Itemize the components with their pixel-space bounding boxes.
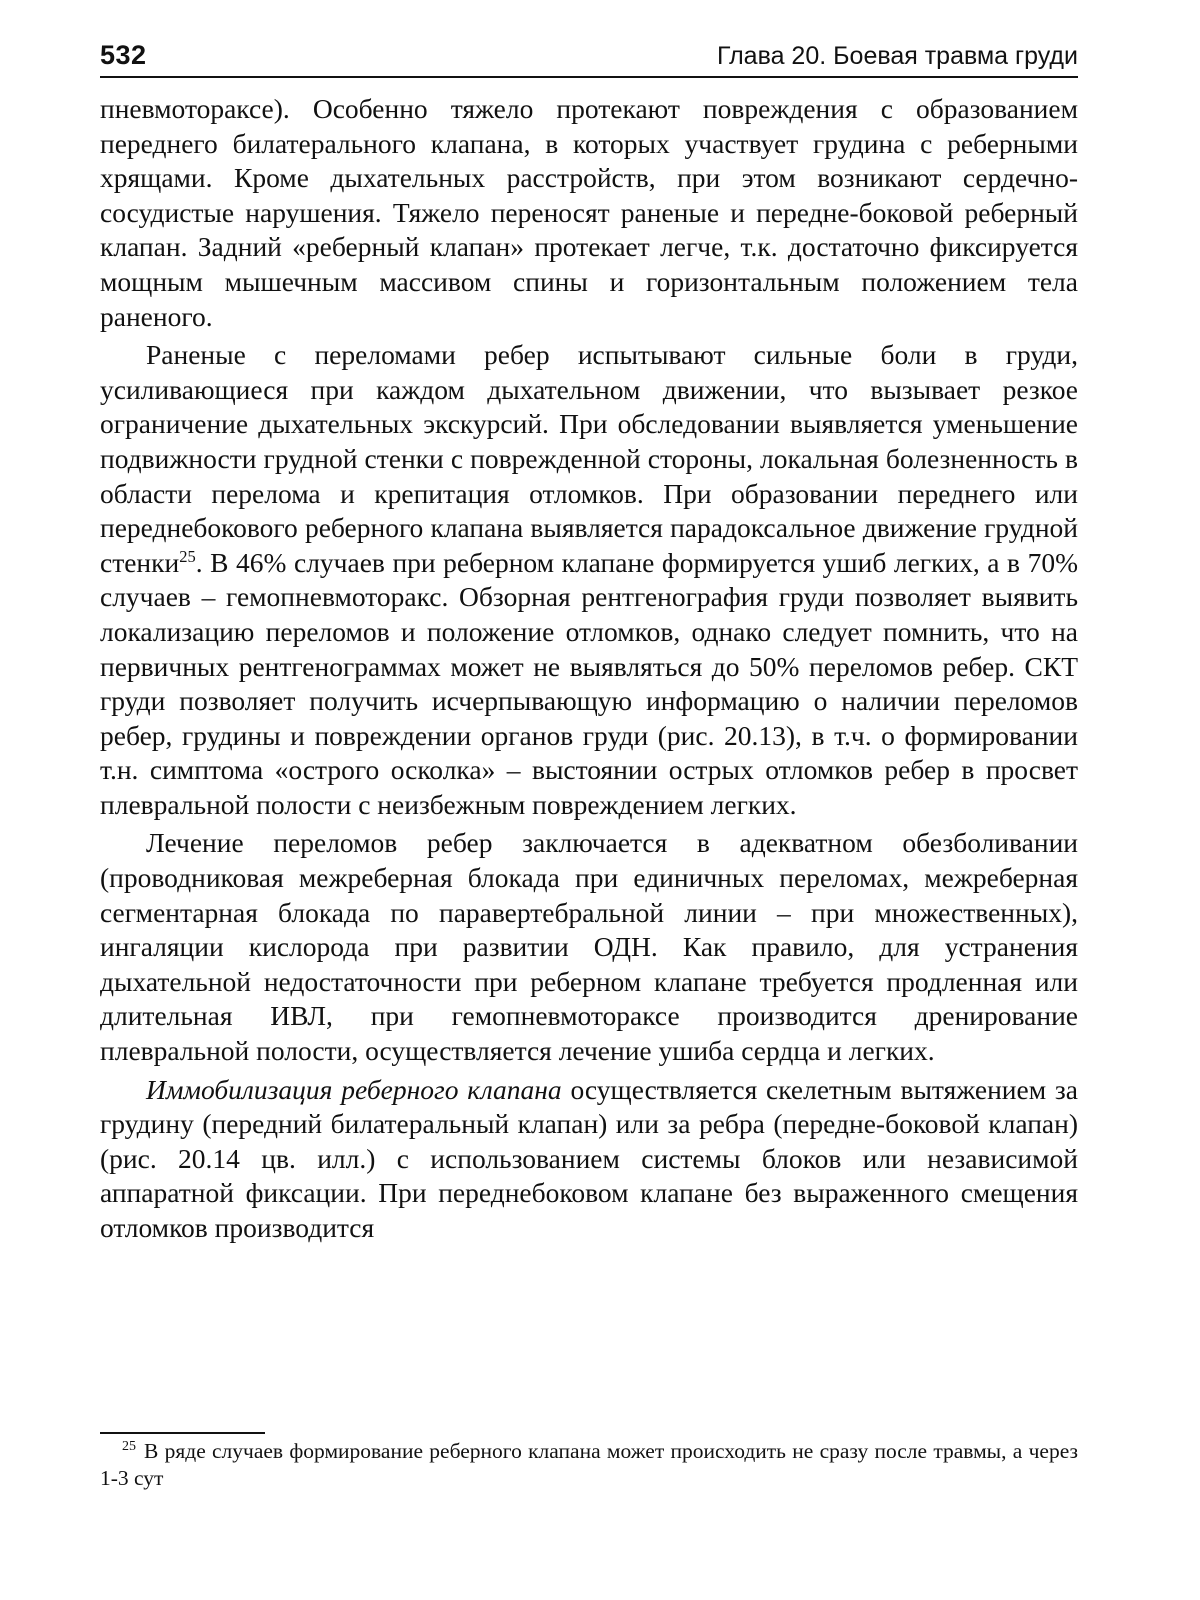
book-page bbox=[100, 0, 1078, 1600]
footnote: 25 В ряде случаев формирование реберного клапана может происходить не сразу после травмы, а через 1-3 сут bbox=[100, 1438, 1078, 1490]
running-header bbox=[100, 40, 1078, 78]
chapter-title: Глава 20. Боевая травма груди bbox=[716, 42, 1078, 70]
paragraph-3: Лечение переломов ребер заключается в адекватном обезболивании (проводниковая межреберная блокада при единичных переломах, межреберная сегментарная блокада по паравертебральной линии – при множественных), ингаляции кислорода при развитии ОДН. Как правило, для устранения дыхательной недостаточности при реберном клапане требуется продленная или длительная ИВЛ, при гемопневмотораксе производится дренирование плевральной полости, осуществляется лечение ушиба сердца и легких. bbox=[100, 827, 1078, 1067]
paragraph-4-term: Иммобилизация реберного клапана bbox=[146, 1073, 562, 1105]
paragraph-2 bbox=[100, 338, 1078, 822]
paragraph-4-text: осуществляется скелетным вытяжением за грудину (передний билатеральный клапан) или за ребра (передне-боковой клапан) (рис. 20.14 цв. илл.) с использованием системы блоков или независимой аппаратной фиксации. При переднебоковом клапане без выраженного смещения отломков производится bbox=[100, 1073, 1078, 1243]
footnote-reference: 25 bbox=[179, 546, 196, 566]
footnote-text: В ряде случаев формирование реберного клапана может происходить не сразу после травмы, а через 1-3 сут bbox=[100, 1439, 1078, 1490]
paragraph-2-text-a: Раненые с переломами ребер испытывают сильные боли в груди, усиливающиеся при каждом дыхательном движении, что вызывает резкое ограничение дыхательных экскурсий. При обследовании выявляется уменьшение подвижности грудной стенки с поврежденной стороны, локальная болезненность в области перелома и крепитация отломков. При образовании переднего или переднебокового реберного клапана выявляется парадоксальное движение грудной стенки bbox=[100, 339, 1078, 578]
paragraph-4 bbox=[100, 1073, 1078, 1246]
body-text bbox=[100, 92, 1078, 1250]
page-number: 532 bbox=[100, 40, 147, 70]
paragraph-2-text-b: . В 46% случаев при реберном клапане формируется ушиб легких, а в 70% случаев – гемопневмоторакс. Обзорная рентгенография груди позволяет выявить локализацию переломов и положение отломков, однако следует помнить, что на первичных рентгенограммах может не выявляться до 50% переломов ребер. СКТ груди позволяет получить исчерпывающую информацию о наличии переломов ребер, грудины и повреждении органов груди (рис. 20.13), в т.ч. о формировании т.н. симптома «острого осколка» – выстоянии острых отломков ребер в просвет плевральной полости с неизбежным повреждением легких. bbox=[100, 546, 1078, 820]
paragraph-1: пневмотораксе). Особенно тяжело протекают повреждения с образованием переднего билатерального клапана, в которых участвует грудина с реберными хрящами. Кроме дыхательных расстройств, при этом возникают сердечно-сосудистые нарушения. Тяжело переносят раненые и передне-боковой реберный клапан. Задний «реберный клапан» протекает легче, т.к. достаточно фиксируется мощным мышечным массивом спины и горизонтальным положением тела раненого. bbox=[100, 93, 1078, 332]
footnote-divider bbox=[100, 1432, 265, 1434]
